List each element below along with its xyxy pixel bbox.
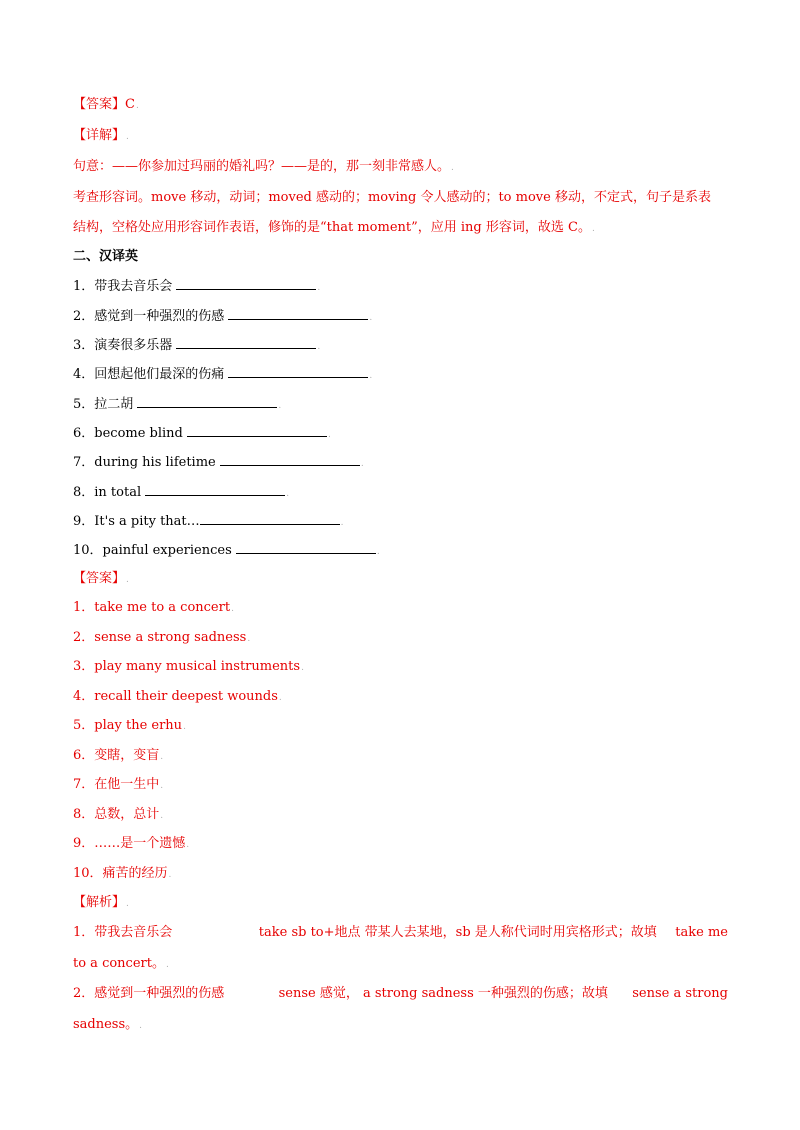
detail-line: 【详解】. bbox=[73, 128, 129, 143]
analysis-answer: sense a strong bbox=[632, 986, 728, 1001]
explain-line-1 bbox=[73, 189, 711, 207]
question-text: 9．It's a pity that… bbox=[73, 514, 200, 529]
answer-7: 7．在他一生中. bbox=[73, 777, 164, 792]
answer-blank bbox=[220, 453, 360, 466]
answer-text: 2．sense a strong sadness bbox=[73, 630, 247, 645]
answer-value: C bbox=[125, 97, 135, 112]
analysis-1-cont: to a concert。. bbox=[73, 956, 169, 971]
answer-6: 6．变瞎，变盲. bbox=[73, 748, 164, 763]
answer-text: 9．……是一个遗憾 bbox=[73, 836, 186, 851]
answer-text: 6．变瞎，变盲 bbox=[73, 748, 160, 763]
analysis-phrase: 2．感觉到一种强烈的伤感 bbox=[73, 986, 225, 1001]
answer-blank bbox=[137, 395, 277, 408]
answer-line: 【答案】C. bbox=[73, 97, 139, 112]
analysis-heading-text: 【解析】 bbox=[73, 895, 126, 910]
question-8: 8．in total . bbox=[73, 485, 290, 500]
question-9: 9．It's a pity that… . bbox=[73, 514, 344, 529]
section-heading: 二、汉译英 bbox=[73, 249, 139, 264]
answer-blank bbox=[187, 424, 327, 437]
answer-blank bbox=[145, 483, 285, 496]
question-text: 3．演奏很多乐器 bbox=[73, 338, 173, 353]
analysis-2 bbox=[73, 985, 728, 1003]
answer-blank bbox=[228, 307, 368, 320]
question-text: 5．拉二胡 bbox=[73, 397, 134, 412]
question-5: 5．拉二胡 . bbox=[73, 397, 282, 412]
answer-5: 5．play the erhu. bbox=[73, 718, 186, 733]
answer-blank bbox=[228, 365, 368, 378]
answer-10: 10．痛苦的经历. bbox=[73, 866, 172, 881]
explain-line-1-text: 考查形容词。move 移动，动词；moved 感动的；moving 令人感动的；to move 移动，不定式，句子是系表 bbox=[73, 190, 711, 205]
question-4: 4．回想起他们最深的伤痛 . bbox=[73, 367, 373, 382]
answer-blank bbox=[200, 512, 340, 525]
question-10: 10．painful experiences . bbox=[73, 543, 380, 558]
answer-3: 3．play many musical instruments. bbox=[73, 659, 304, 674]
question-7: 7．during his lifetime . bbox=[73, 455, 364, 470]
answer-text: 7．在他一生中 bbox=[73, 777, 160, 792]
question-text: 4．回想起他们最深的伤痛 bbox=[73, 367, 225, 382]
analysis-1 bbox=[73, 924, 728, 942]
analysis-explanation: sense 感觉， a strong sadness 一种强烈的伤感；故填 bbox=[278, 986, 608, 1001]
answer-blank bbox=[176, 277, 316, 290]
answer-heading: 【答案】. bbox=[73, 571, 129, 586]
analysis-2-cont: sadness。. bbox=[73, 1017, 143, 1032]
question-text: 8．in total bbox=[73, 485, 142, 500]
answer-8: 8．总数，总计. bbox=[73, 807, 164, 822]
question-1: 1．带我去音乐会 . bbox=[73, 279, 321, 294]
answer-bracket: 【答案】 bbox=[73, 97, 126, 112]
answer-text: 1．take me to a concert bbox=[73, 600, 231, 615]
answer-text: 5．play the erhu bbox=[73, 718, 183, 733]
analysis-answer-cont: to a concert。 bbox=[73, 956, 165, 971]
answer-blank bbox=[176, 336, 316, 349]
question-text: 10．painful experiences bbox=[73, 543, 232, 558]
answer-2: 2．sense a strong sadness. bbox=[73, 630, 251, 645]
answer-4: 4．recall their deepest wounds. bbox=[73, 689, 282, 704]
question-6: 6．become blind . bbox=[73, 426, 331, 441]
sentence-meaning: 句意：——你参加过玛丽的婚礼吗？——是的，那一刻非常感人。. bbox=[73, 159, 454, 174]
question-text: 6．become blind bbox=[73, 426, 183, 441]
explain-line-2: 结构，空格处应用形容词作表语，修饰的是“that moment”，应用 ing 形容词，故选 C。. bbox=[73, 220, 595, 235]
question-text: 2．感觉到一种强烈的伤感 bbox=[73, 309, 225, 324]
answer-text: 8．总数，总计 bbox=[73, 807, 160, 822]
answer-1: 1．take me to a concert. bbox=[73, 600, 234, 615]
answer-text: 3．play many musical instruments bbox=[73, 659, 301, 674]
answer-heading-text: 【答案】 bbox=[73, 571, 126, 586]
analysis-heading: 【解析】. bbox=[73, 895, 129, 910]
question-3: 3．演奏很多乐器 . bbox=[73, 338, 321, 353]
answer-9: 9．……是一个遗憾. bbox=[73, 836, 190, 851]
analysis-explanation: take sb to+地点 带某人去某地，sb 是人称代词时用宾格形式；故填 bbox=[258, 925, 657, 940]
question-text: 1．带我去音乐会 bbox=[73, 279, 173, 294]
answer-text: 4．recall their deepest wounds bbox=[73, 689, 278, 704]
detail-bracket: 【详解】 bbox=[73, 128, 126, 143]
question-2: 2．感觉到一种强烈的伤感 . bbox=[73, 309, 373, 324]
answer-text: 10．痛苦的经历 bbox=[73, 866, 168, 881]
explain-line-2-text: 结构，空格处应用形容词作表语，修饰的是“that moment”，应用 ing 形容词，故选 C。 bbox=[73, 220, 591, 235]
analysis-phrase: 1．带我去音乐会 bbox=[73, 925, 173, 940]
sentence-meaning-text: 句意：——你参加过玛丽的婚礼吗？——是的，那一刻非常感人。 bbox=[73, 159, 451, 174]
analysis-answer-cont: sadness。 bbox=[73, 1017, 139, 1032]
analysis-answer: take me bbox=[675, 925, 728, 940]
question-text: 7．during his lifetime bbox=[73, 455, 216, 470]
answer-blank bbox=[236, 541, 376, 554]
